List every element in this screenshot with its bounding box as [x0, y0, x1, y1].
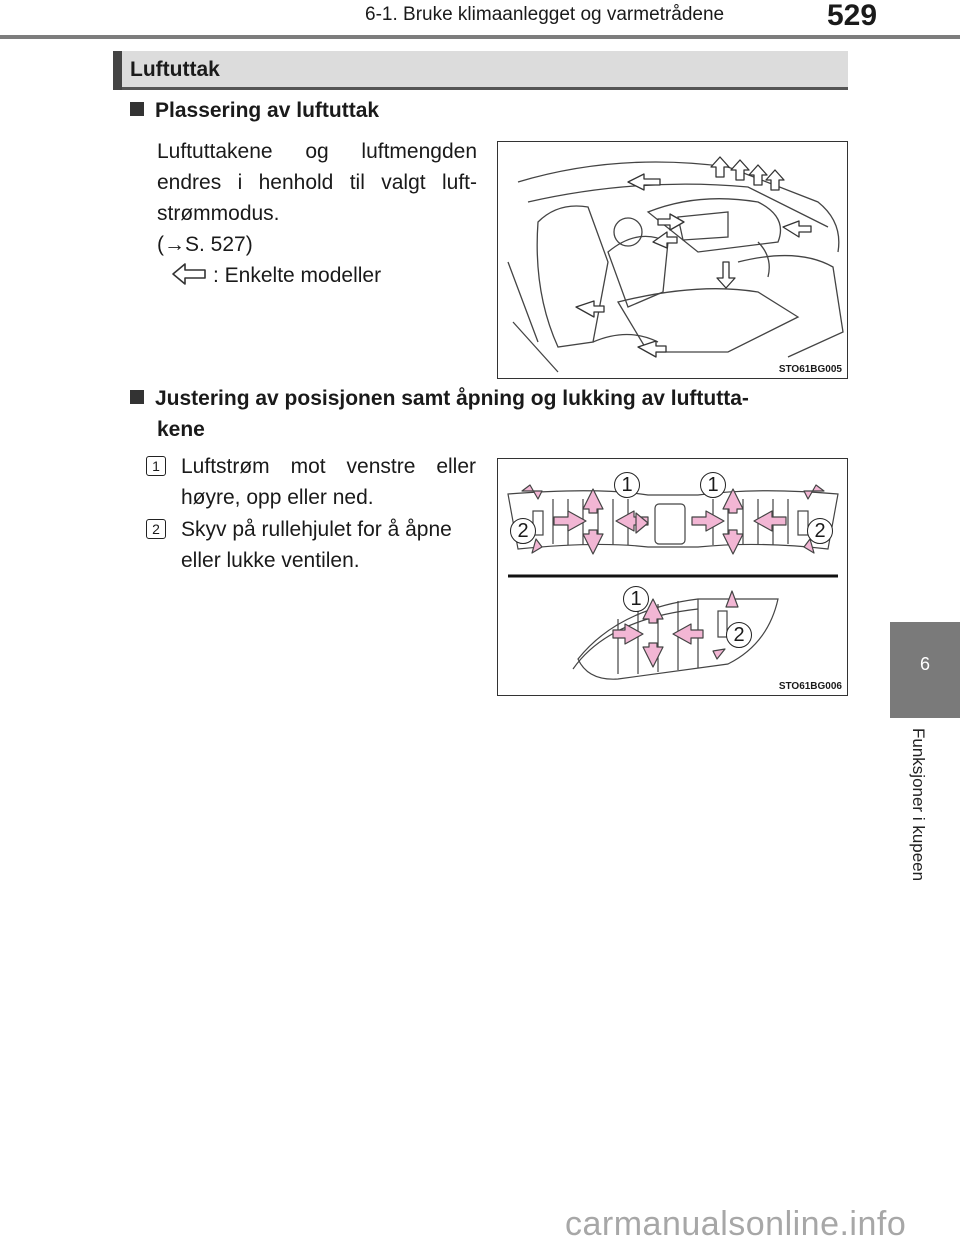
callout-1: 1	[623, 586, 649, 612]
adjustment-item-2: Skyv på rullehjulet for å åpne eller lukke ventilen.	[181, 518, 452, 572]
adjustment-heading-text: Justering av posisjonen samt åpning og lukking av luftutta-	[155, 387, 749, 410]
header-title: 6-1. Bruke klimaanlegget og varmetrådene	[365, 4, 725, 25]
placement-heading-text: Plassering av luftuttak	[155, 99, 380, 122]
placement-body: Luftuttakene og luftmengden endres i henhold til valgt luft-strømmodus.	[157, 140, 477, 225]
vent-adjustment-figure	[497, 458, 848, 696]
figure-code: STO61BG006	[778, 681, 842, 692]
item-number-badge: 2	[146, 519, 166, 539]
section-title: Luftuttak	[130, 58, 220, 81]
placement-reference: (→S. 527)	[157, 233, 253, 256]
watermark: carmanualsonline.info	[565, 1205, 907, 1243]
figure-code: STO61BG005	[778, 364, 842, 375]
adjustment-heading	[130, 383, 840, 414]
callout-1: 1	[614, 472, 640, 498]
page-number: 529	[827, 0, 878, 32]
callout-2: 2	[726, 622, 752, 648]
callout-2: 2	[510, 518, 536, 544]
placement-heading	[130, 95, 379, 126]
chapter-number: 6	[919, 654, 930, 674]
callout-2: 2	[807, 518, 833, 544]
legend-text: : Enkelte modeller	[213, 264, 382, 287]
chapter-label: Funksjoner i kupeen	[909, 728, 928, 882]
car-interior-illustration	[498, 142, 847, 378]
square-bullet-icon	[130, 390, 144, 404]
callout-1: 1	[700, 472, 726, 498]
vent-location-figure	[497, 141, 848, 379]
adjustment-item-1: Luftstrøm mot venstre eller høyre, opp eller ned.	[181, 455, 476, 509]
section-header-bar	[113, 51, 122, 90]
header-rule	[0, 35, 960, 39]
vent-adjustment-illustration	[498, 459, 847, 695]
item-number-badge: 1	[146, 456, 166, 476]
section-header	[113, 51, 848, 90]
adjustment-heading-continued: kene	[157, 418, 205, 441]
outline-arrow-icon	[171, 262, 207, 286]
square-bullet-icon	[130, 102, 144, 116]
